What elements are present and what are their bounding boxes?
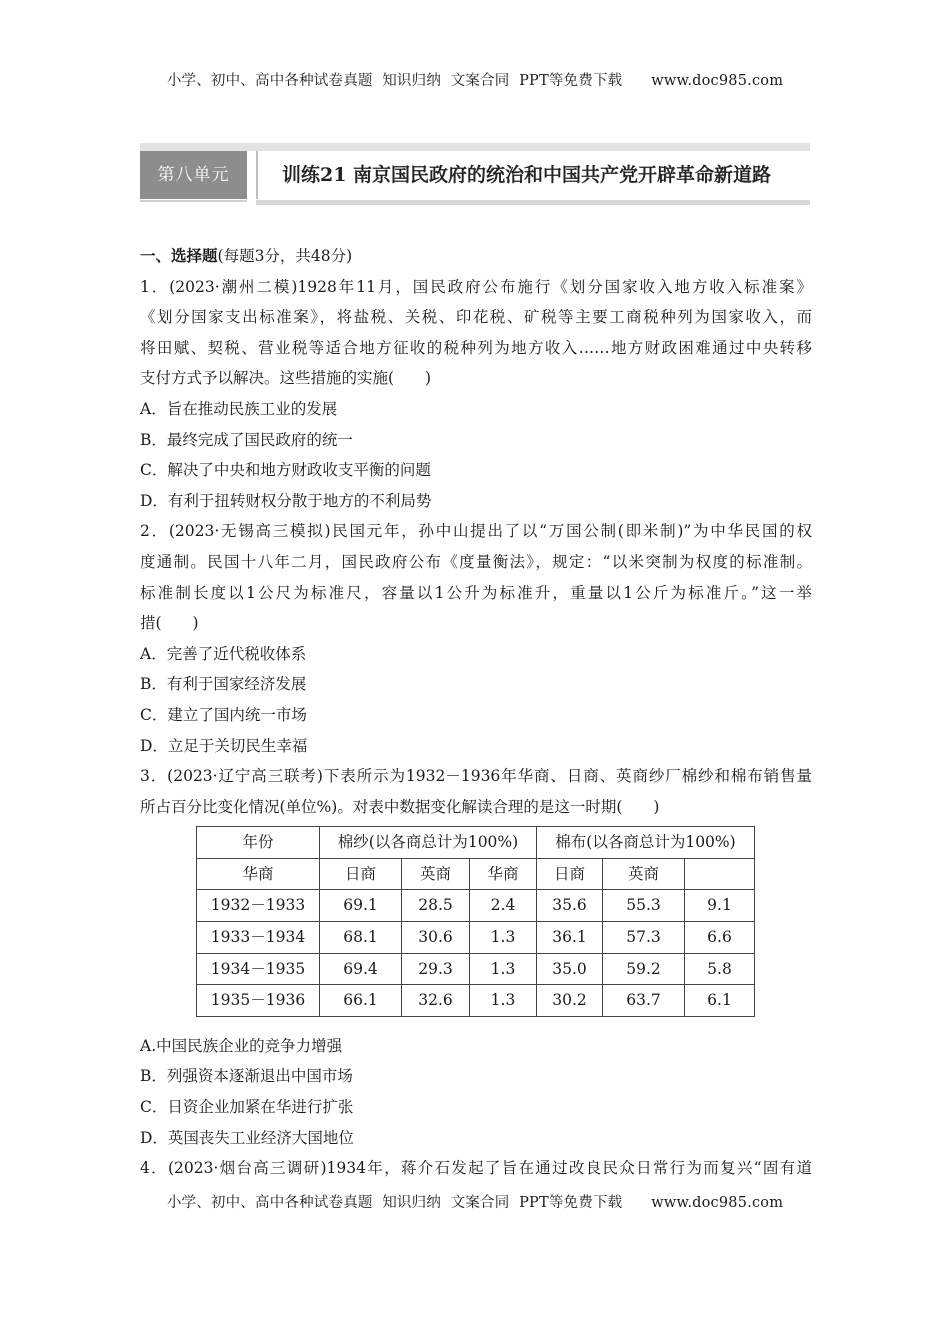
q2-line: 2．(2023·无锡高三模拟)民国元年，孙中山提出了以“万国公制(即米制)”为中华民国的权 — [140, 522, 812, 541]
table-header-cell: 日商 — [537, 858, 603, 890]
page-title: 训练21 南京国民政府的统治和中国共产党开辟革命新道路 — [282, 164, 772, 186]
header-text: 小学、初中、高中各种试卷真题 知识归纳 文案合同 PPT等免费下载 — [166, 73, 623, 89]
table-row — [197, 922, 755, 954]
q1-line: 1．(2023·潮州二模)1928年11月，国民政府公布施行《划分国家收入地方收入标准案》 — [140, 277, 812, 296]
table-cell: 5.8 — [685, 953, 755, 985]
table-cell: 59.2 — [603, 953, 685, 985]
table-cell: 1.3 — [470, 953, 537, 985]
section-heading — [140, 241, 812, 272]
banner-shadow — [256, 200, 810, 205]
question-1 — [140, 272, 812, 517]
q2-option-b: B．有利于国家经济发展 — [140, 675, 307, 694]
q2-line: 标准制长度以1公尺为标准尺，容量以1公升为标准升，重量以1公斤为标准斤。”这一举 — [140, 583, 812, 602]
title-box — [256, 151, 812, 199]
table-cell: 28.5 — [402, 890, 470, 922]
q1-line: 支付方式予以解决。这些措施的实施( ) — [140, 369, 432, 388]
table-header-cell: 棉纱(以各商总计为100%) — [320, 827, 537, 859]
table-cell: 68.1 — [320, 922, 402, 954]
q2-option-d: D．立足于关切民生幸福 — [140, 736, 308, 755]
table-cell: 1933－1934 — [197, 922, 320, 954]
q1-line: 《划分国家支出标准案》，将盐税、关税、印花税、矿税等主要工商税种列为国家收入，而 — [140, 308, 812, 327]
table-subheader-row — [197, 858, 755, 890]
q1-line: 将田赋、契税、营业税等适合地方征收的税种列为地方收入……地方财政困难通过中央转移 — [140, 338, 812, 357]
table-row — [197, 985, 755, 1017]
q3-option-c: C．日资企业加紧在华进行扩张 — [140, 1098, 354, 1117]
q2-option-c: C．建立了国内统一市场 — [140, 705, 307, 724]
table-cell: 1935－1936 — [197, 985, 320, 1017]
table-row — [197, 890, 755, 922]
table-cell: 69.1 — [320, 890, 402, 922]
q1-option-a: A．旨在推动民族工业的发展 — [140, 399, 338, 418]
table-cell: 6.1 — [685, 985, 755, 1017]
table-cell: 30.6 — [402, 922, 470, 954]
section-heading-bold: 一、选择题 — [140, 246, 218, 265]
q3-option-d: D．英国丧失工业经济大国地位 — [140, 1128, 354, 1147]
q1-option-d: D．有利于扭转财权分散于地方的不利局势 — [140, 491, 432, 510]
q3-line: 所占百分比变化情况(单位%)。对表中数据变化解读合理的是这一时期( ) — [140, 797, 660, 816]
table-header-cell: 棉布(以各商总计为100%) — [537, 827, 755, 859]
section-heading-rest: (每题3分，共48分) — [217, 247, 353, 265]
table-cell: 1.3 — [470, 922, 537, 954]
page-footer — [0, 1191, 950, 1212]
table-cell: 29.3 — [402, 953, 470, 985]
table-cell: 63.7 — [603, 985, 685, 1017]
q1-option-c: C．解决了中央和地方财政收支平衡的问题 — [140, 461, 431, 480]
q2-option-a: A．完善了近代税收体系 — [140, 644, 307, 663]
table-cell: 30.2 — [537, 985, 603, 1017]
q4-line: 4．(2023·烟台高三调研)1934年，蒋介石发起了旨在通过改良民众日常行为而复兴“固有道 — [140, 1159, 812, 1178]
sales-table — [196, 826, 755, 1017]
table-header-cell — [685, 858, 755, 890]
table-cell: 35.0 — [537, 953, 603, 985]
table-header-cell: 华商 — [197, 858, 320, 890]
table-header-cell: 英商 — [402, 858, 470, 890]
table-header-cell: 华商 — [470, 858, 537, 890]
table-row — [197, 953, 755, 985]
footer-text: 小学、初中、高中各种试卷真题 知识归纳 文案合同 PPT等免费下载 — [166, 1195, 623, 1211]
table-cell: 57.3 — [603, 922, 685, 954]
table-cell: 2.4 — [470, 890, 537, 922]
table-cell: 1932－1933 — [197, 890, 320, 922]
table-header-cell: 英商 — [603, 858, 685, 890]
table-cell: 9.1 — [685, 890, 755, 922]
header-site: www.doc985.com — [651, 73, 784, 89]
table-cell: 32.6 — [402, 985, 470, 1017]
table-cell: 69.4 — [320, 953, 402, 985]
q1-option-b: B．最终完成了国民政府的统一 — [140, 430, 353, 449]
table-header-row — [197, 827, 755, 859]
question-2 — [140, 516, 812, 761]
q3-line: 3．(2023·辽宁高三联考)下表所示为1932－1936年华商、日商、英商纱厂棉纱和棉布销售量 — [140, 767, 812, 786]
banner-shadow-left — [140, 200, 247, 202]
table-header-cell: 年份 — [197, 827, 320, 859]
table-cell: 66.1 — [320, 985, 402, 1017]
unit-banner — [140, 143, 810, 215]
q2-line: 措( ) — [140, 614, 199, 633]
question-4 — [140, 1153, 812, 1184]
table-cell: 1934－1935 — [197, 953, 320, 985]
q3-option-a: A.中国民族企业的竞争力增强 — [140, 1036, 343, 1055]
page-header — [0, 69, 950, 90]
table-cell: 55.3 — [603, 890, 685, 922]
footer-site: www.doc985.com — [651, 1195, 784, 1211]
question-content — [140, 241, 812, 1184]
banner-top-rule — [140, 143, 810, 151]
table-cell: 35.6 — [537, 890, 603, 922]
table-cell: 1.3 — [470, 985, 537, 1017]
table-header-cell: 日商 — [320, 858, 402, 890]
q3-option-b: B．列强资本逐渐退出中国市场 — [140, 1067, 353, 1086]
question-3 — [140, 761, 812, 1153]
table-cell: 36.1 — [537, 922, 603, 954]
unit-label: 第八单元 — [140, 151, 247, 199]
q2-line: 度通制。民国十八年二月，国民政府公布《度量衡法》，规定：“以米突制为权度的标准制。 — [140, 552, 812, 571]
table-cell: 6.6 — [685, 922, 755, 954]
